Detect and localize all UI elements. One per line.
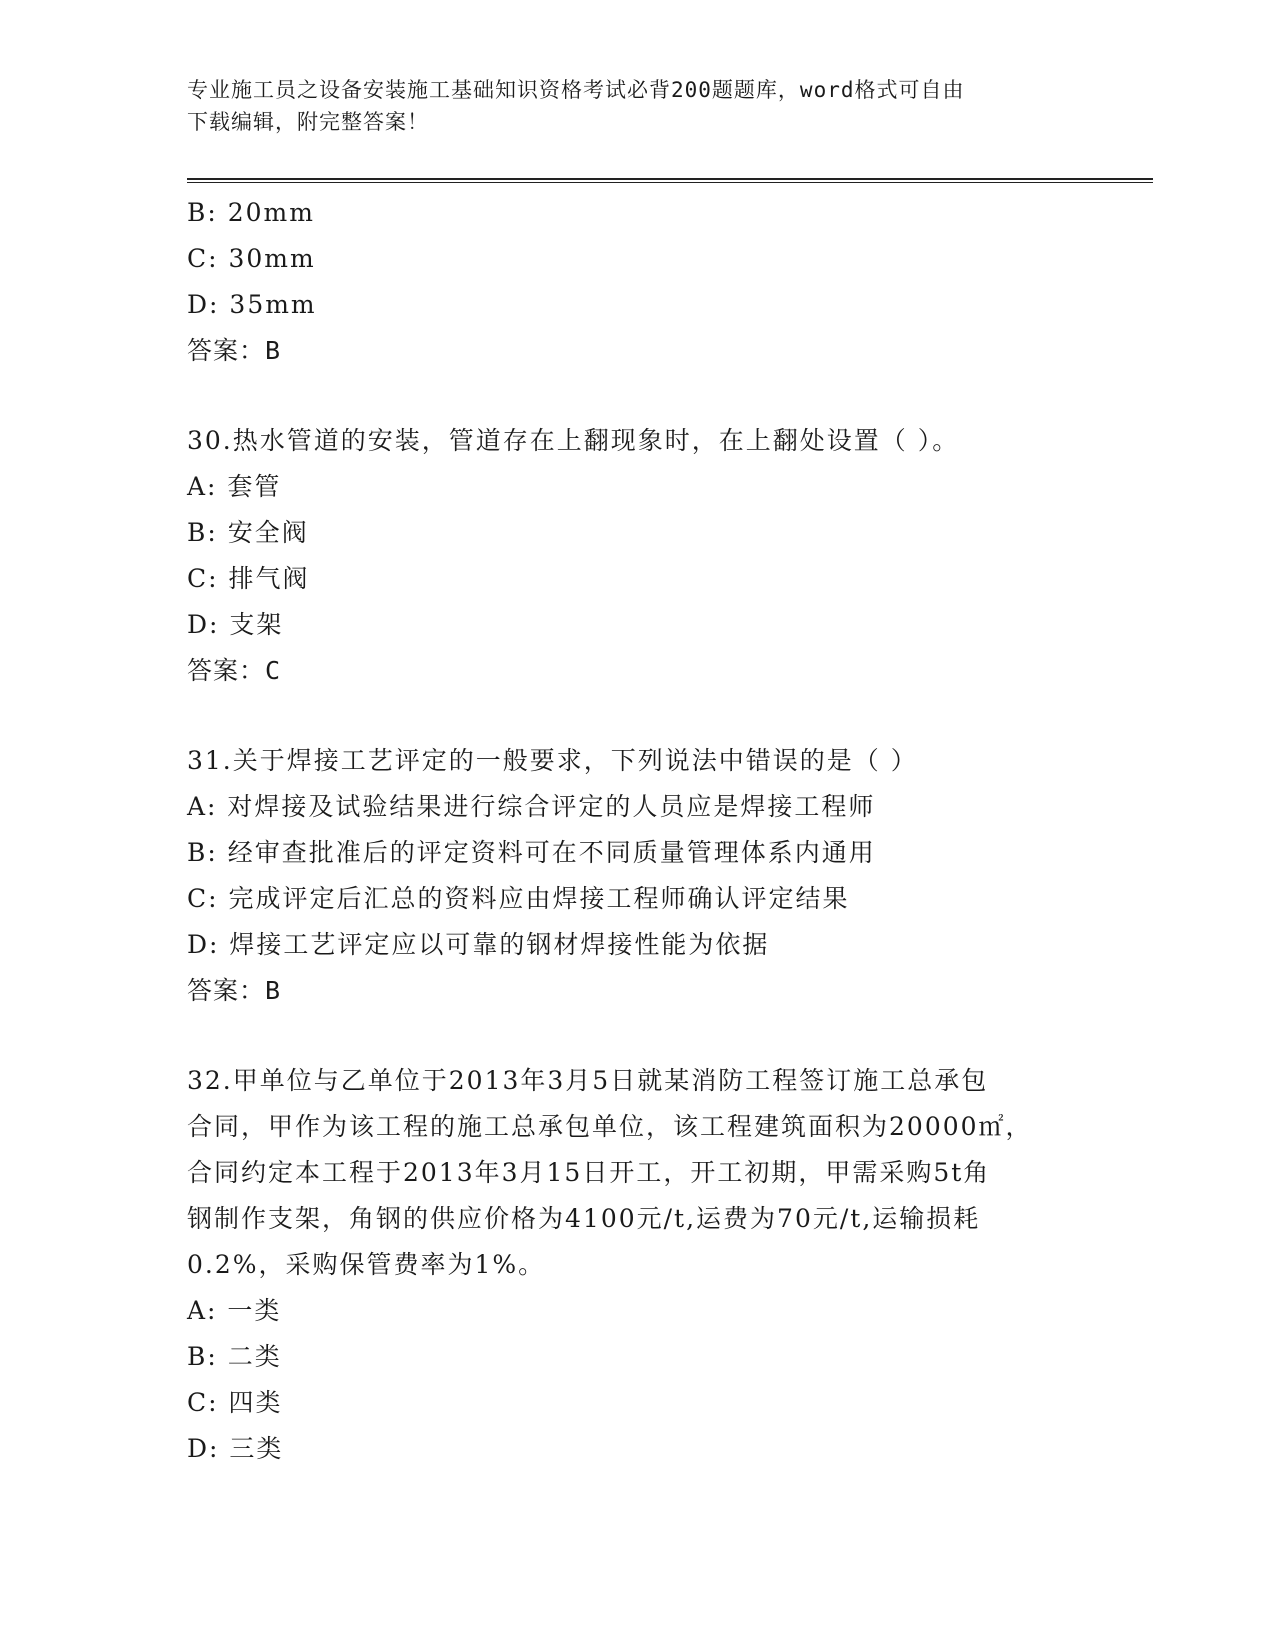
question-31 [187,738,1087,1014]
option-a: A: 一类 [187,1296,282,1325]
question-stem: 30.热水管道的安装，管道存在上翻现象时，在上翻处设置（ ）。 [187,426,960,455]
question-stem: 31.关于焊接工艺评定的一般要求，下列说法中错误的是（ ） [187,746,918,775]
spacer [187,374,1087,418]
header-line-1: 专业施工员之设备安装施工基础知识资格考试必背200题题库，word格式可自由 [187,78,965,102]
option-b: B: 安全阀 [187,518,309,547]
stem-line: 32.甲单位与乙单位于2013年3月5日就某消防工程签订施工总承包 [187,1066,989,1095]
answer: 答案：C [187,656,282,685]
answer: 答案：B [187,336,282,365]
option-b: B: 经审查批准后的评定资料可在不同质量管理体系内通用 [187,838,876,867]
option-a: A: 套管 [187,472,282,501]
option-d: D: 35mm [187,290,317,319]
option-d: D: 支架 [187,610,284,639]
stem-line: 0.2%，采购保管费率为1%。 [187,1250,546,1279]
option-d: D: 焊接工艺评定应以可靠的钢材焊接性能为依据 [187,930,770,959]
option-c: C: 排气阀 [187,564,310,593]
question-30 [187,418,1087,694]
option-c: C: 完成评定后汇总的资料应由焊接工程师确认评定结果 [187,884,850,913]
header-rule-thick [187,178,1153,180]
question-stem [187,1058,1067,1288]
option-a: A: 对焊接及试验结果进行综合评定的人员应是焊接工程师 [187,792,876,821]
spacer [187,1014,1087,1058]
option-c: C: 四类 [187,1388,283,1417]
spacer [187,694,1087,738]
document-header [187,74,1087,138]
header-rule-thin [187,182,1153,183]
question-29 [187,190,1087,374]
option-b: B: 20mm [187,198,315,227]
question-list [187,190,1087,1472]
option-b: B: 二类 [187,1342,282,1371]
header-line-2: 下载编辑，附完整答案！ [187,110,429,134]
stem-line: 合同，甲作为该工程的施工总承包单位，该工程建筑面积为20000㎡， [187,1112,1033,1141]
stem-line: 合同约定本工程于2013年3月15日开工，开工初期，甲需采购5t角 [187,1158,991,1187]
stem-line: 钢制作支架，角钢的供应价格为4100元/t,运费为70元/t,运输损耗 [187,1204,981,1233]
option-d: D: 三类 [187,1434,284,1463]
option-c: C: 30mm [187,244,316,273]
question-32 [187,1058,1087,1472]
answer: 答案：B [187,976,282,1005]
